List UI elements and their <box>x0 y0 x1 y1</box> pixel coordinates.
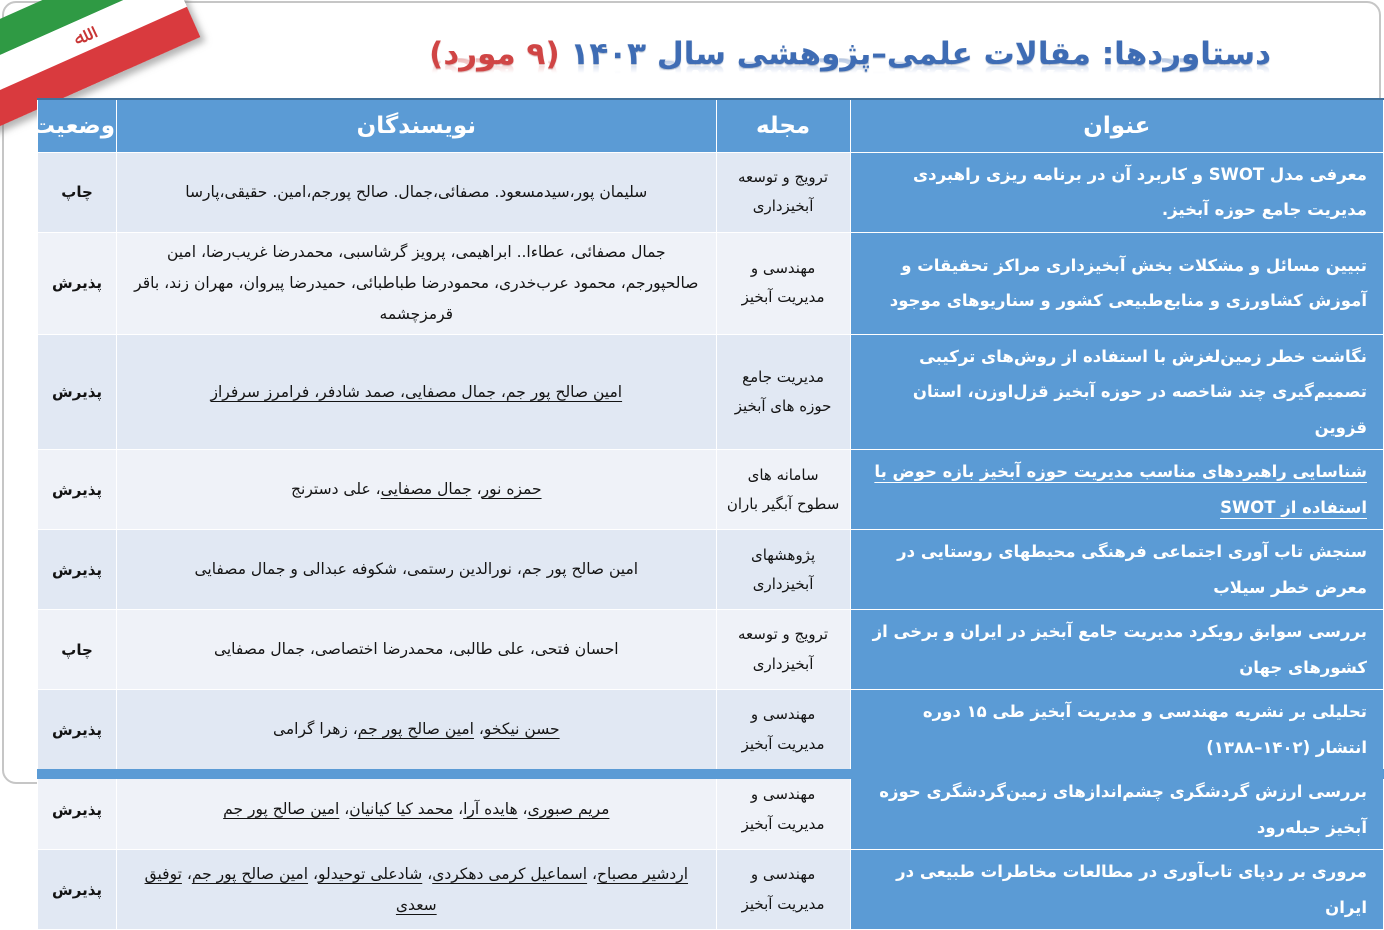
author-name: ، <box>181 864 192 883</box>
author-name: جمال مصفایی <box>380 480 472 499</box>
author-name: امین صالح پور جم، جمال مصفایی، صمد شادفر، فرامرز سرفراز <box>210 382 623 401</box>
table-row <box>38 334 1384 449</box>
author-name: ، <box>587 864 598 883</box>
status-cell: پذیرش <box>38 850 117 930</box>
author-name: ، <box>471 480 482 499</box>
author-name: ، زهرا گرامی <box>272 720 358 739</box>
header-journal: مجله <box>716 99 850 153</box>
article-title-cell: نگاشت خطر زمین‌لغزش با استفاده از روش‌های ترکیبی تصمیم‌گیری چند شاخصه در حوزه آبخیز قزل‌اوزن، استان قزوین <box>850 334 1383 449</box>
author-name: احسان فتحی، علی طالبی، محمدرضا اختصاصی، جمال مصفایی <box>213 640 619 659</box>
author-name: سلیمان پور،سیدمسعود. مصفائی،جمال. صالح پورجم،امین. حقیقی،پارسا <box>185 182 648 201</box>
author-name: امین صالح پور جم <box>357 720 474 739</box>
author-name: محمد کیا کیانیان <box>349 800 454 819</box>
author-name: امین صالح پور جم <box>223 800 340 819</box>
table-row <box>38 850 1384 930</box>
article-title-cell: شناسایی راهبردهای مناسب مدیریت حوزه آبخیز بازه حوض با استفاده از SWOT <box>850 450 1383 530</box>
article-title-cell: تبیین مسائل و مشکلات بخش آبخیزداری مراکز تحقیقات و آموزش کشاورزی و منابع‌طبیعی کشور و سناریوهای موجود <box>850 232 1383 334</box>
journal-cell: مهندسی و مدیریت آبخیز <box>716 850 850 930</box>
status-cell: چاپ <box>38 610 117 690</box>
journal-cell: مدیریت جامع حوزه های آبخیز <box>716 334 850 449</box>
table-row <box>38 232 1384 334</box>
table-row <box>38 530 1384 610</box>
header-authors: نویسندگان <box>117 99 716 153</box>
article-title-cell: بررسی سوابق رویکرد مدیریت جامع آبخیز در ایران و برخی از کشورهای جهان <box>850 610 1383 690</box>
journal-cell: مهندسی و مدیریت آبخیز <box>716 690 850 770</box>
author-name: امین صالح پور جم <box>191 864 309 883</box>
header-title: عنوان <box>850 99 1383 153</box>
author-name: امین صالح پور جم، نورالدین رستمی، شکوفه عبدالی و جمال مصفایی <box>194 560 639 579</box>
article-title-cell: سنجش تاب آوری اجتماعی فرهنگی محیطهای روستایی در معرض خطر سیلاب <box>850 530 1383 610</box>
author-name: ، <box>422 864 433 883</box>
author-name: ، <box>453 800 464 819</box>
author-name: شادعلی توحیدلو <box>317 864 423 883</box>
table-row <box>38 770 1384 850</box>
journal-cell: سامانه های سطوح آبگیر باران <box>716 450 850 530</box>
table-row <box>38 153 1384 233</box>
author-name: جمال مصفائی، عطاءا.. ابراهیمی، پرویز گرشاسبی، محمدرضا غریب‌رضا، امین صالحپورجم، محمود عرب‌خدری، محمودرضا طباطبائی، حمیدرضا پیروان، مهران زند، باقر قرمزچشمه <box>134 242 699 323</box>
journal-cell: ترویج و توسعه آبخیزداری <box>716 610 850 690</box>
author-name: مریم صبوری <box>527 800 610 819</box>
authors-cell <box>117 153 716 233</box>
author-name: حمزه نور <box>481 480 542 499</box>
slide-frame <box>2 1 1381 917</box>
header-status: وضعیت <box>38 99 117 153</box>
page-title-count: (۹ مورد) <box>429 35 560 72</box>
article-title-cell: تحلیلی بر نشریه مهندسی و مدیریت آبخیز طی ۱۵ دوره انتشار (۱۴۰۲–۱۳۸۸) <box>850 690 1383 770</box>
authors-cell <box>117 690 716 770</box>
article-title-cell: معرفی مدل SWOT و کاربرد آن در برنامه ریزی راهبردی مدیریت جامع حوزه آبخیز. <box>850 153 1383 233</box>
author-name: ، <box>339 800 350 819</box>
author-name: توفیق سعدی <box>144 864 437 914</box>
table-row <box>38 610 1384 690</box>
author-name: اردشیر مصباح <box>597 864 689 883</box>
page-title <box>429 36 1271 72</box>
authors-cell <box>117 770 716 850</box>
authors-cell <box>117 334 716 449</box>
authors-cell <box>117 450 716 530</box>
authors-cell <box>117 530 716 610</box>
page-title-main: دستاوردها: مقالات علمی–پژوهشی سال ۱۴۰۳ <box>559 35 1271 72</box>
authors-cell <box>117 232 716 334</box>
table-row <box>38 450 1384 530</box>
author-name: ، <box>308 864 318 883</box>
status-cell: پذیرش <box>38 770 117 850</box>
status-cell: پذیرش <box>38 232 117 334</box>
next-table-top-strip <box>37 769 1384 779</box>
journal-cell: مهندسی و مدیریت آبخیز <box>716 232 850 334</box>
article-title-cell: مروری بر ردپای تاب‌آوری در مطالعات مخاطرات طبیعی در ایران <box>850 850 1383 930</box>
journal-cell: پژوهشهای آبخیزداری <box>716 530 850 610</box>
article-title-cell: بررسی ارزش گردشگری چشم‌اندازهای زمین‌گردشگری حوزه آبخیز حبله‌رود <box>850 770 1383 850</box>
articles-table <box>31 98 1384 930</box>
author-name: هایده آرا <box>463 800 518 819</box>
iran-emblem-icon: ﷲ <box>69 23 90 51</box>
author-name: ، علی دسترنج <box>291 480 381 499</box>
journal-cell: ترویج و توسعه آبخیزداری <box>716 153 850 233</box>
authors-cell <box>117 610 716 690</box>
status-cell: پذیرش <box>38 530 117 610</box>
status-cell: پذیرش <box>38 690 117 770</box>
journal-cell: مهندسی و مدیریت آبخیز <box>716 770 850 850</box>
authors-cell <box>117 850 716 930</box>
table-header-row <box>38 99 1384 153</box>
table-row <box>38 690 1384 770</box>
author-name: اسماعیل کرمی دهکردی <box>432 864 588 883</box>
author-name: حسن نیکخو <box>483 720 560 739</box>
author-name: ، <box>517 800 528 819</box>
status-cell: پذیرش <box>38 450 117 530</box>
table-body <box>38 153 1384 930</box>
status-cell: پذیرش <box>38 334 117 449</box>
status-cell: چاپ <box>38 153 117 233</box>
author-name: ، <box>473 720 484 739</box>
